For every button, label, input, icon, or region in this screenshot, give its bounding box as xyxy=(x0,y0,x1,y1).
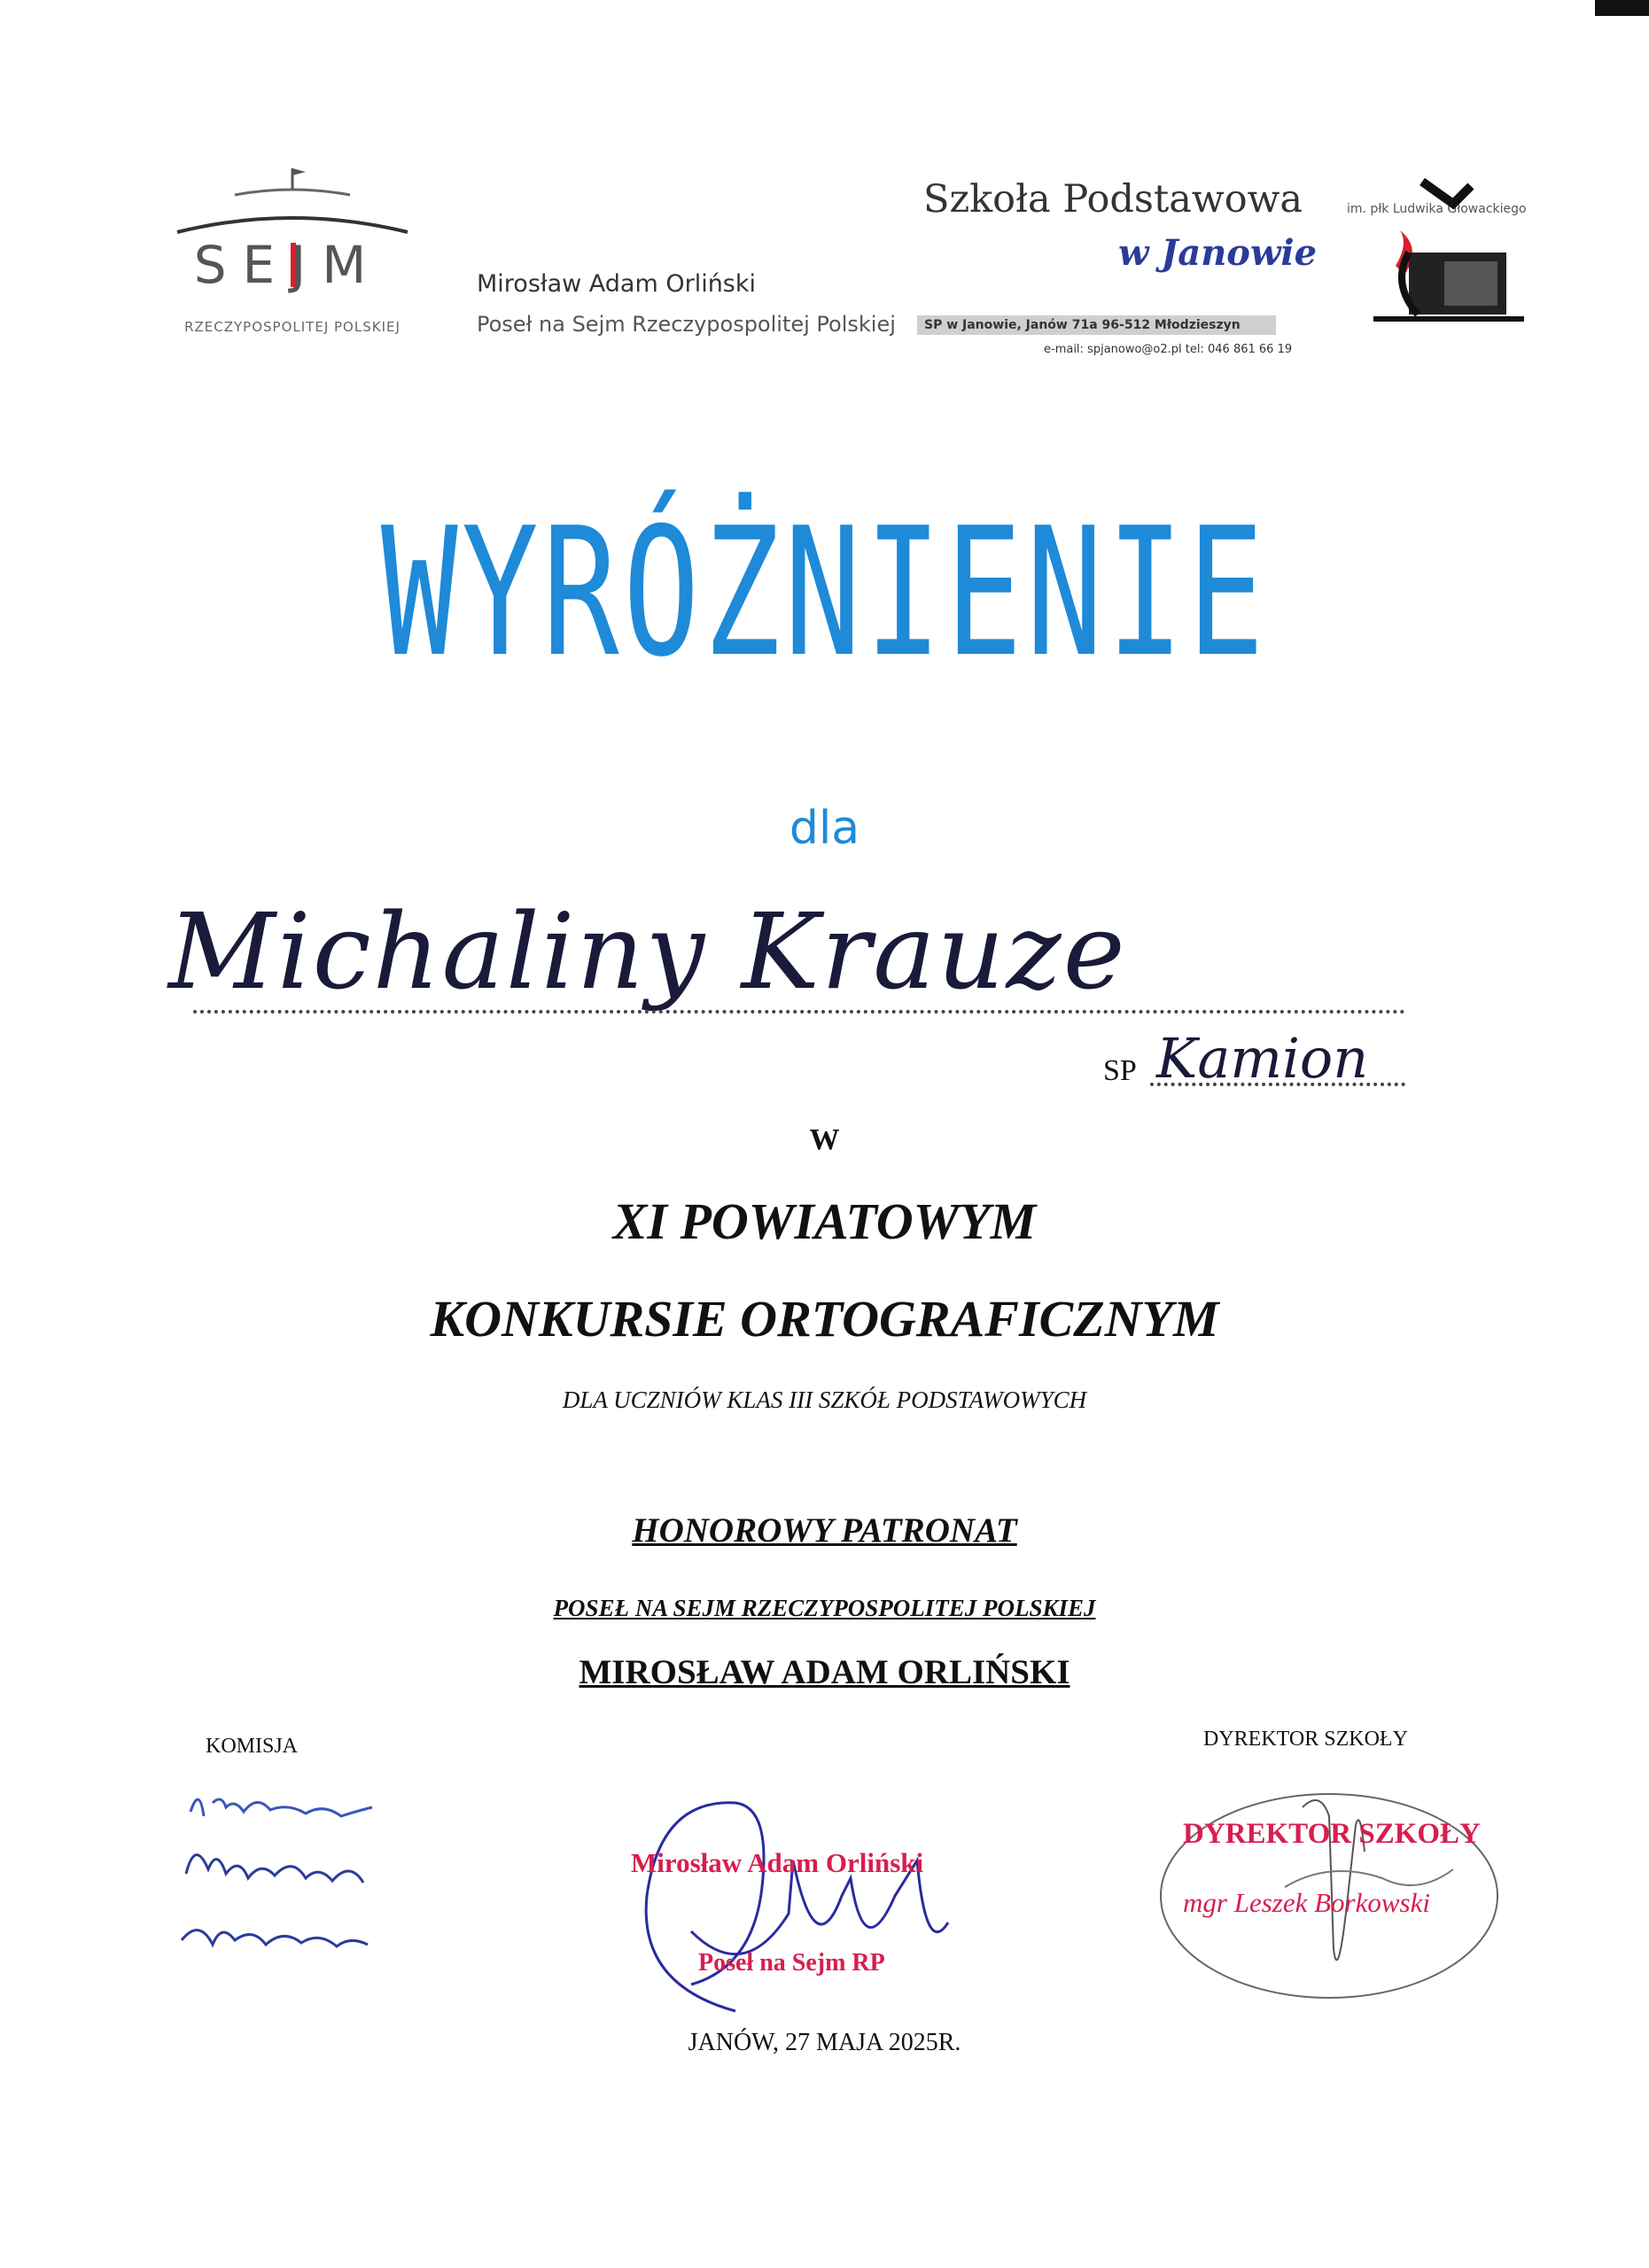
school-dotted-line xyxy=(1150,1083,1405,1086)
patronage-heading-text: HONOROWY PATRONAT xyxy=(632,1511,1017,1550)
name-dotted-line xyxy=(193,1010,1405,1014)
issue-date: JANÓW, 27 MAJA 2025R. xyxy=(688,2029,961,2056)
patron-name-text: MIROSŁAW ADAM ORLIŃSKI xyxy=(579,1653,1070,1691)
patron-role xyxy=(0,1595,1649,1622)
school-title: Szkoła Podstawowa xyxy=(923,177,1303,221)
recipient-name-handwritten: Michaliny Krauze xyxy=(168,890,1127,1013)
contest-line-2: KONKURSIE ORTOGRAFICZNYM xyxy=(430,1290,1219,1348)
school-label: SP xyxy=(1103,1054,1137,1087)
mp-role: Poseł na Sejm Rzeczypospolitej Polskiej xyxy=(477,312,896,337)
award-title: WYRÓŻNIENIE xyxy=(380,490,1269,696)
school-place: w Janowie xyxy=(1118,232,1318,274)
sejm-letters: SEJM xyxy=(193,235,383,295)
contest-line-1: XI POWIATOWYM xyxy=(612,1192,1037,1250)
commission-signatures xyxy=(173,1776,385,1971)
school-address: SP w Janowie, Janów 71a 96-512 Młodzieszyn xyxy=(917,315,1276,335)
patronage-heading xyxy=(0,1511,1649,1550)
contest-audience: DLA UCZNIÓW KLAS III SZKÓŁ PODSTAWOWYCH xyxy=(562,1386,1087,1413)
director-stamp-name: mgr Leszek Borkowski xyxy=(1183,1887,1430,1918)
mp-name: Mirosław Adam Orliński xyxy=(477,270,757,298)
for-label: dla xyxy=(789,802,860,855)
mp-signature xyxy=(611,1781,1001,2047)
patron-name xyxy=(0,1652,1649,1692)
school-patron: im. płk Ludwika Głowackiego xyxy=(1347,202,1527,216)
in-label: W xyxy=(809,1123,840,1156)
mp-stamp-name: Mirosław Adam Orliński xyxy=(631,1847,924,1878)
patron-role-text: POSEŁ NA SEJM RZECZYPOSPOLITEJ POLSKIEJ xyxy=(553,1595,1096,1621)
scan-edge xyxy=(1595,0,1649,16)
mp-stamp-role: Poseł na Sejm RP xyxy=(698,1949,885,1977)
commission-label: KOMISJA xyxy=(206,1735,299,1758)
director-stamp-title: DYREKTOR SZKOŁY xyxy=(1183,1818,1481,1850)
sejm-subtitle: RZECZYPOSPOLITEJ POLSKIEJ xyxy=(184,319,401,335)
school-contact: e-mail: spjanowo@o2.pl tel: 046 861 66 19 xyxy=(1044,343,1293,356)
director-label: DYREKTOR SZKOŁY xyxy=(1203,1728,1408,1751)
school-emblem-icon xyxy=(1356,168,1542,337)
recipient-school-handwritten: Kamion xyxy=(1156,1026,1369,1091)
